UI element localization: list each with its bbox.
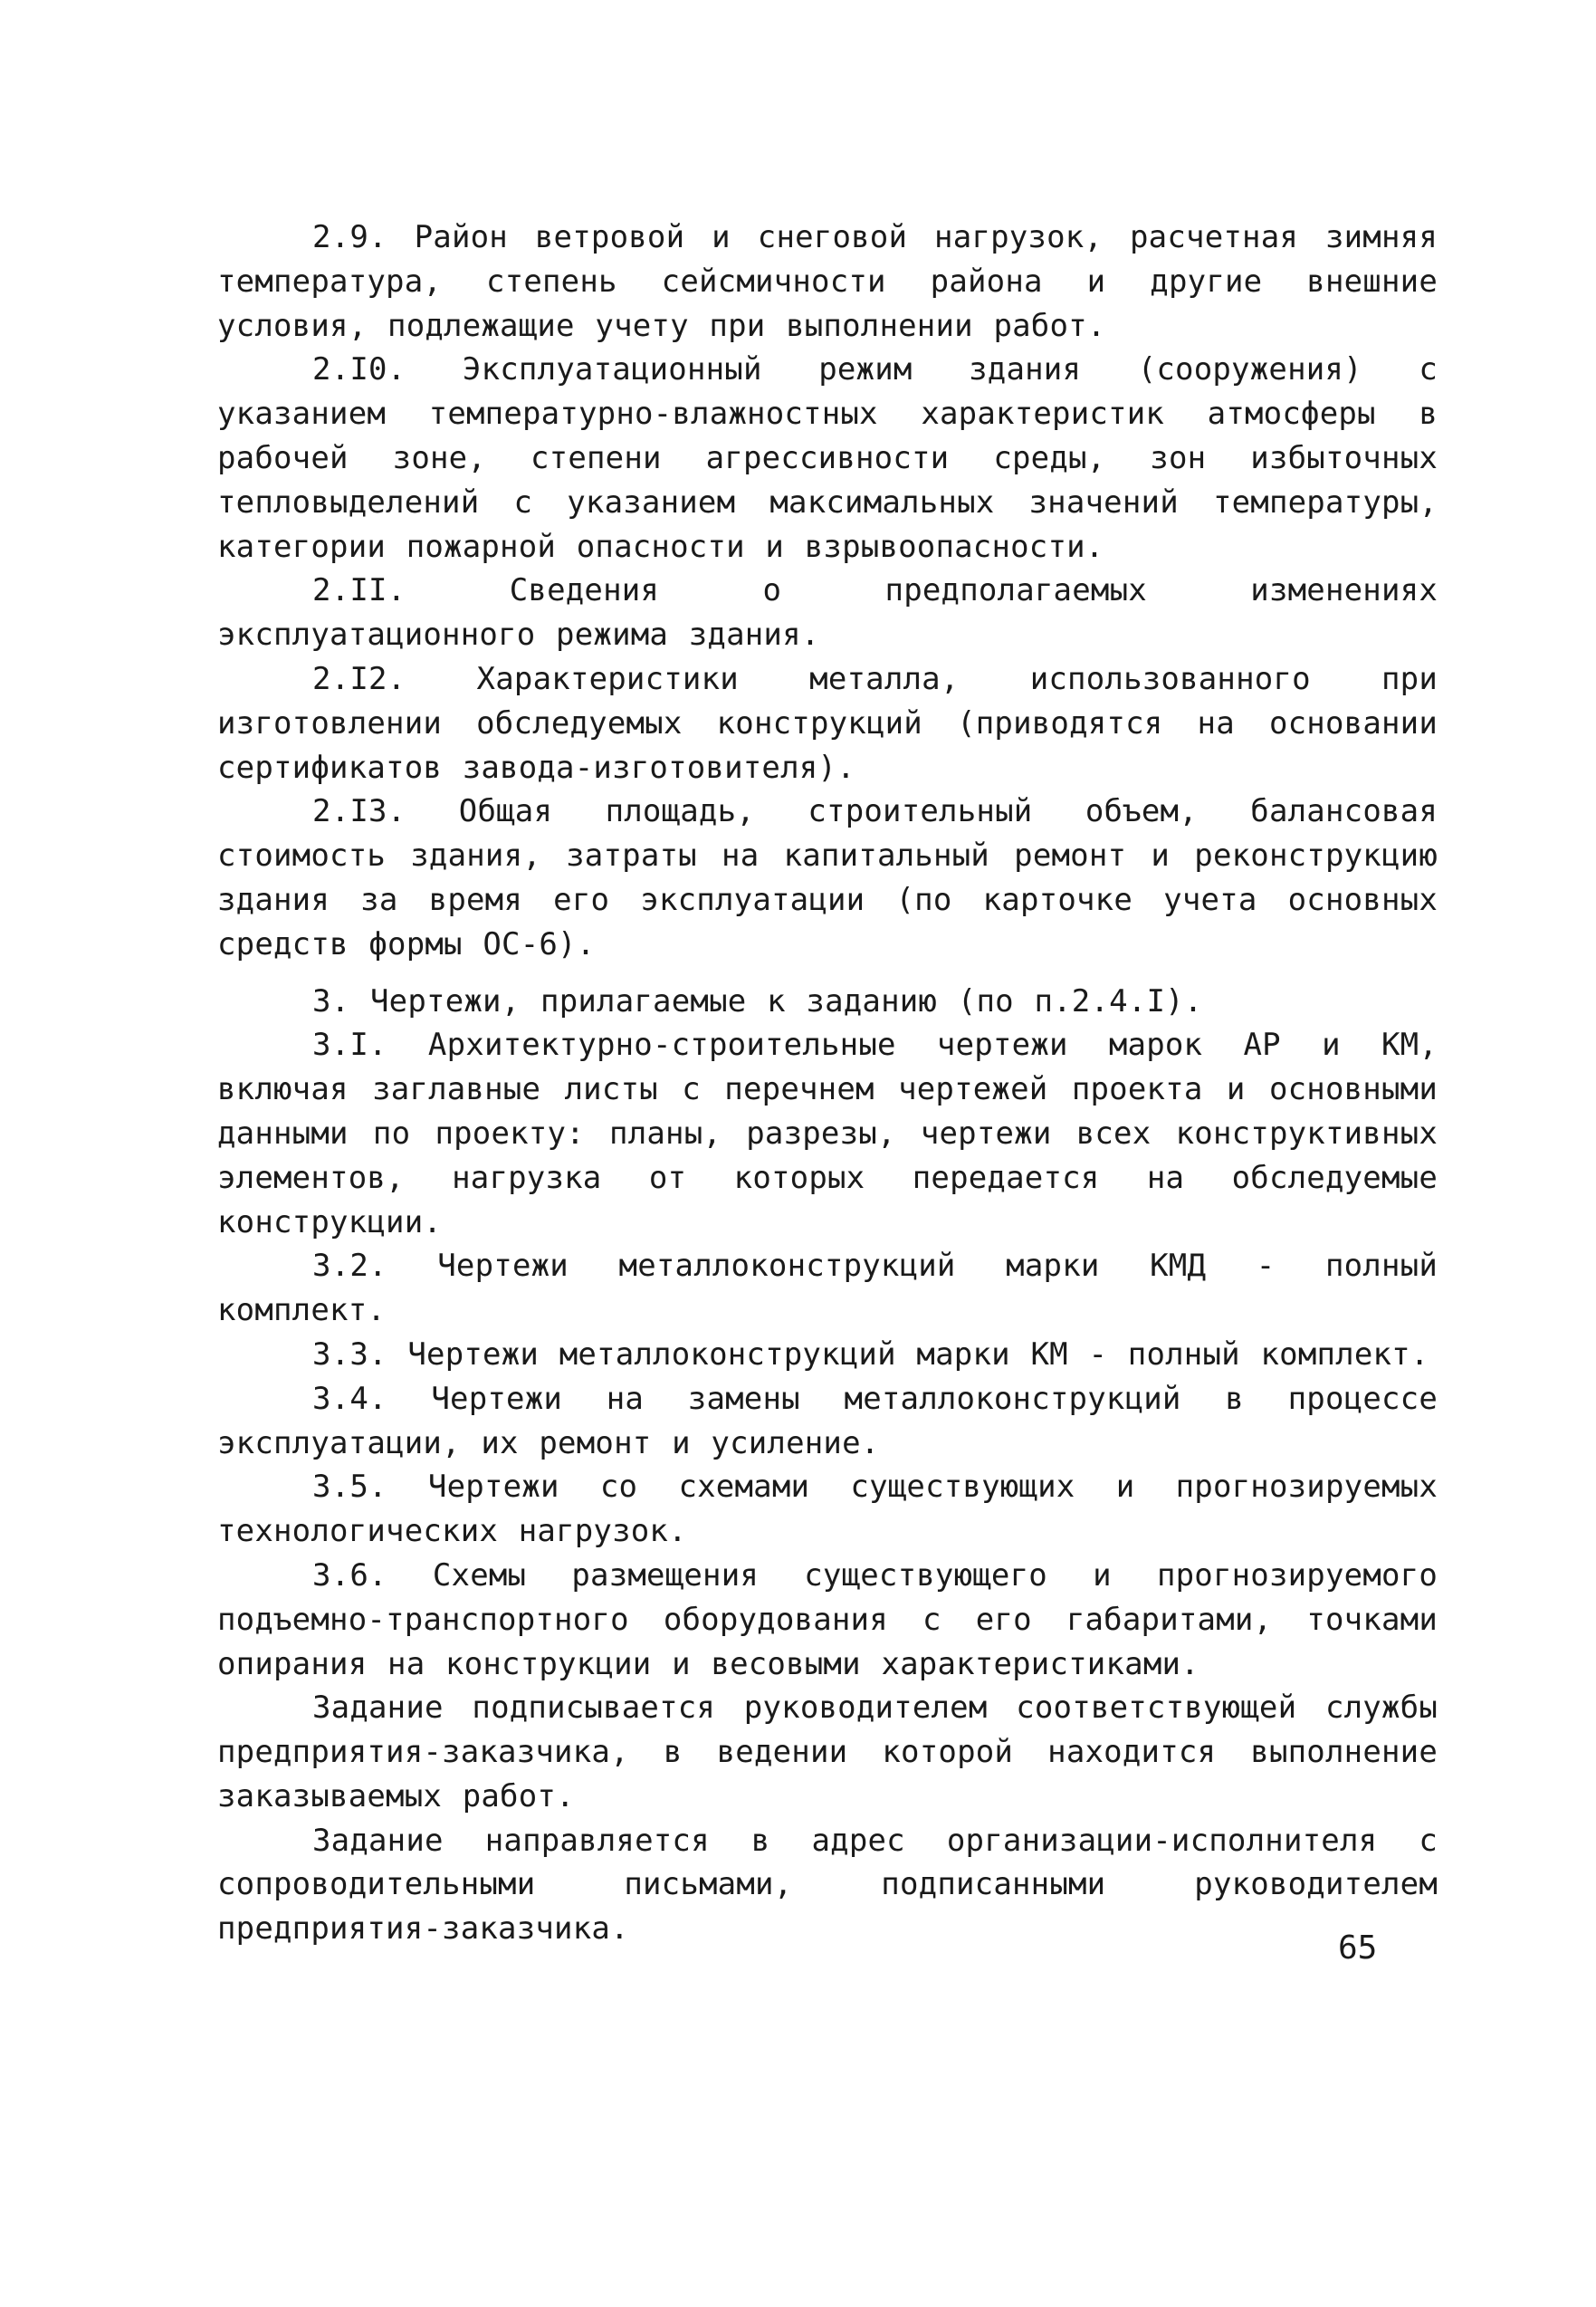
paragraph-3-6: 3.6. Схемы размещения существующего и прогнозируемого подъемно-транспортного оборудования с его габаритами, точками опирания на конструкции и весовыми характеристиками.	[217, 1556, 1438, 1682]
body-text	[217, 215, 1438, 1951]
paragraph-sending: Задание направляется в адрес организации-исполнителя с сопроводительными письмами, подписанными руководителем предприятия-заказчика.	[217, 1822, 1438, 1948]
paragraph-3-1: 3.I. Архитектурно-строительные чертежи марок АР и КМ, включая заглавные листы с перечнем чертежей проекта и основными данными по проекту: планы, разрезы, чертежи всех конструктивных элементов, нагрузка от которых передается на обследуемые конструкции.	[217, 1027, 1438, 1240]
page-number: 65	[1338, 1929, 1378, 1967]
paragraph-3-3: 3.3. Чертежи металлоконструкций марки КМ - полный комплект.	[312, 1335, 1429, 1373]
paragraph-2-10: 2.I0. Эксплуатационный режим здания (сооружения) с указанием температурно-влажностных характеристик атмосферы в рабочей зоне, степени агрессивности среды, зон избыточных тепловыделений с указанием максимальных значений температуры, категории пожарной опасности и взрывоопасности.	[217, 351, 1438, 565]
paragraph-3-4: 3.4. Чертежи на замены металлоконструкций в процессе эксплуатации, их ремонт и усиление.	[217, 1380, 1438, 1461]
paragraph-2-13: 2.I3. Общая площадь, строительный объем, балансовая стоимость здания, затраты на капитальный ремонт и реконструкцию здания за время его эксплуатации (по карточке учета основных средств формы ОС-6).	[217, 793, 1438, 962]
paragraph-3-2: 3.2. Чертежи металлоконструкций марки КМД - полный комплект.	[217, 1248, 1438, 1329]
section-3-heading: 3. Чертежи, прилагаемые к заданию (по п.2.4.I).	[312, 982, 1203, 1019]
paragraph-2-12: 2.I2. Характеристики металла, использованного при изготовлении обследуемых конструкций (приводятся на основании сертификатов завода-изготовителя).	[217, 660, 1438, 786]
paragraph-2-11: 2.II. Сведения о предполагаемых изменениях эксплуатационного режима здания.	[217, 572, 1438, 654]
paragraph-2-9: 2.9. Район ветровой и снеговой нагрузок, расчетная зимняя температура, степень сейсмичности района и другие внешние условия, подлежащие учету при выполнении работ.	[217, 219, 1438, 344]
paragraph-signing: Задание подписывается руководителем соответствующей службы предприятия-заказчика, в ведении которой находится выполнение заказываемых работ.	[217, 1690, 1438, 1814]
paragraph-3-5: 3.5. Чертежи со схемами существующих и прогнозируемых технологических нагрузок.	[217, 1469, 1438, 1550]
